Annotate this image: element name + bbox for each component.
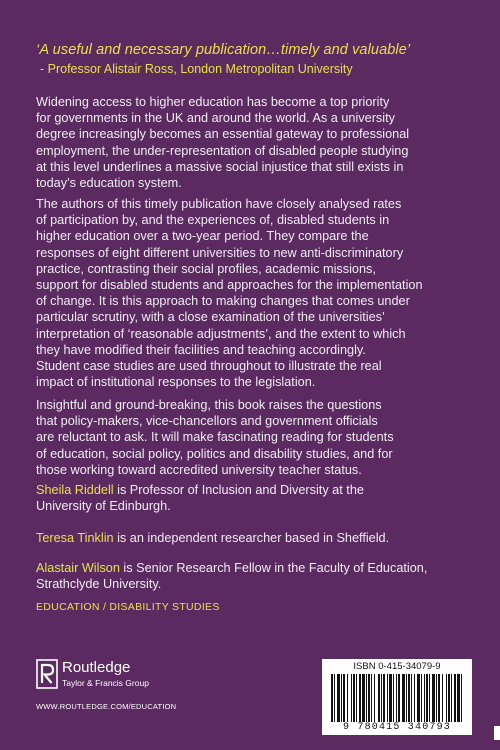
barcode-stripe (383, 674, 385, 722)
barcode-stripe (414, 674, 415, 722)
barcode-stripe (343, 674, 345, 722)
author-bio-wilson (36, 560, 476, 592)
barcode-stripe (426, 674, 428, 722)
barcode-stripe (396, 674, 397, 722)
barcode-stripe (374, 674, 375, 722)
barcode-stripe (378, 674, 380, 722)
barcode-stripe (421, 674, 422, 722)
author-bio-tinklin (36, 530, 476, 546)
edge-mark (494, 726, 500, 740)
barcode-bars (331, 674, 463, 722)
barcode-stripe (432, 674, 435, 722)
barcode-stripe (424, 674, 425, 722)
barcode-stripe (408, 674, 410, 722)
barcode-stripe (347, 674, 348, 722)
author-description: is Professor of Inclusion and Diversity at the University of Edinburgh. (36, 483, 364, 514)
publisher-name: Routledge (62, 659, 131, 676)
barcode-stripe (446, 674, 447, 722)
barcode-stripe (393, 674, 394, 722)
barcode-stripe (341, 674, 342, 722)
endorsement-quote: ‘A useful and necessary publication…timely and valuable’ (36, 42, 411, 58)
barcode-stripe (368, 674, 370, 722)
barcode-stripe (438, 674, 440, 722)
barcode-stripe (402, 674, 405, 722)
author-description: is Senior Research Fellow in the Faculty of Education, Strathclyde University. (36, 561, 428, 592)
publisher-logo (36, 659, 236, 693)
endorsement-attribution: - Professor Alistair Ross, London Metropolitan University (40, 62, 353, 76)
isbn-barcode (322, 659, 472, 735)
blurb-paragraph-2: The authors of this timely publication have closely analysed rates of participation by, and the experiences of, disabled students in higher education over a two-year period. They compare the responses of eight different universities to new anti-discriminatory practice, contrasting their social profiles, academic missions, support for disabled students and approaches for the implementation of change. It is this approach to making changes that comes under particular scrutiny, with a close examination of the universities’ interpretation of ‘reasonable adjustments’, and the extent to which they have modified their facilities and teaching accordingly. Student case studies are used throughout to illustrate the real impact of institutional responses to the legislation. (36, 197, 423, 390)
blurb-paragraph-1: Widening access to higher education has become a top priority for governments in the UK and around the world. As a university degree increasingly becomes an essential gateway to professional employment, the under-representation of disabled people studying at this level underlines a massive social injustice that still exists in today’s education system. (36, 95, 410, 191)
barcode-stripe (366, 674, 367, 722)
author-bio-riddell (36, 482, 476, 514)
author-description: is an independent researcher based in Sheffield. (113, 531, 390, 545)
barcode-stripe (387, 674, 388, 722)
publisher-group: Taylor & Francis Group (62, 678, 149, 688)
barcode-stripe (457, 674, 460, 722)
barcode-stripe (417, 674, 420, 722)
barcode-stripe (429, 674, 430, 722)
barcode-stripe (411, 674, 412, 722)
barcode-stripe (351, 674, 352, 722)
barcode-stripe (406, 674, 407, 722)
author-name: Teresa Tinklin (36, 531, 114, 545)
barcode-digits: 9 780415 340793 (342, 722, 451, 733)
author-name: Sheila Riddell (36, 483, 114, 497)
barcode-stripe (381, 674, 382, 722)
barcode-stripe (398, 674, 400, 722)
barcode-stripe (451, 674, 452, 722)
author-name: Alastair Wilson (36, 561, 120, 575)
barcode-stripe (389, 674, 392, 722)
routledge-r-icon (36, 659, 58, 689)
barcode-stripe (356, 674, 357, 722)
isbn-label: ISBN 0-415-34079-9 (353, 661, 441, 672)
barcode-stripe (442, 674, 443, 722)
barcode-stripe (448, 674, 450, 722)
barcode-stripe (353, 674, 355, 722)
barcode-stripe (337, 674, 340, 722)
blurb-paragraph-3: Insightful and ground-breaking, this book raises the questions that policy-makers, vice-chancellors and government officials are reluctant to ask. It will make fascinating reading for students of education, social policy, politics and disability studies, and for those working toward accredited university teacher status. (36, 398, 394, 477)
barcode-stripe (454, 674, 456, 722)
barcode-stripe (362, 674, 365, 722)
publisher-url: WWW.ROUTLEDGE.COM/EDUCATION (36, 702, 177, 711)
barcode-stripe (371, 674, 372, 722)
barcode-stripe (331, 674, 333, 722)
barcode-stripe (461, 674, 462, 722)
barcode-stripe (436, 674, 437, 722)
subject-category: EDUCATION / DISABILITY STUDIES (36, 601, 220, 613)
barcode-stripe (334, 674, 335, 722)
barcode-stripe (359, 674, 361, 722)
